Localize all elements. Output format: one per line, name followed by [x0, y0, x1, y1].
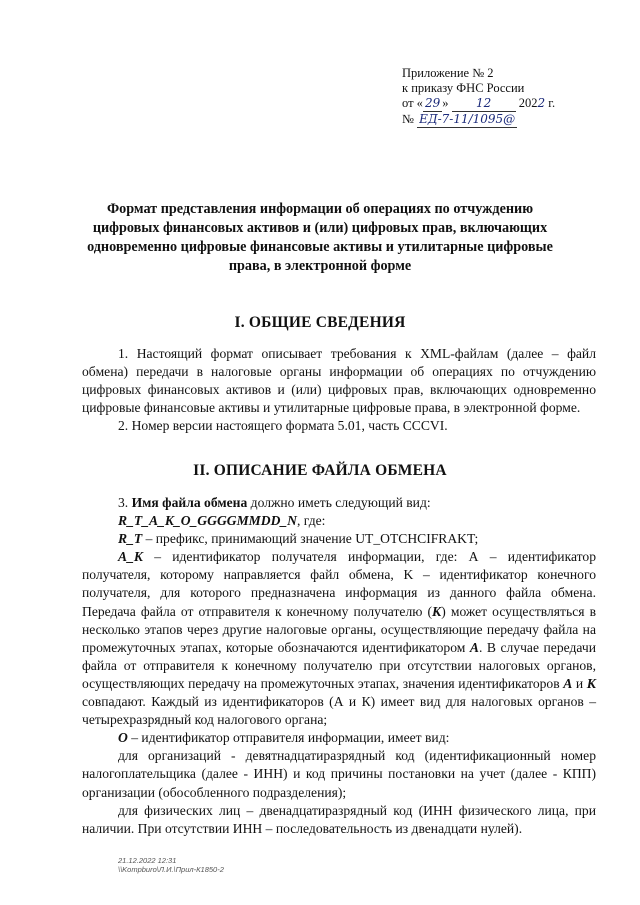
file-footer — [118, 856, 224, 874]
paragraph-3: 3. Имя файла обмена должно иметь следующий вид: — [118, 495, 431, 510]
handwritten-year-digit: 2 — [537, 96, 546, 110]
definition-ak: A_K – идентификатор получателя информации, где: А – идентификатор получателя, которому направляется файл обмена, K – идентификатор конечного получателя, для которого предназначена информация из данного файла обмена. Передача файла от отправителя к конечному получателю (К) может осуществляться в несколько этапов через другие налоговые органы, осуществляющие передачу файла на промежуточных этапах, которые обозначаются идентификатором А. В случае передачи файла от отправителя к конечному получателю при отсутствии налоговых органов, осуществляющих передачу на промежуточных этапах, значения идентификаторов А и К совпадают. Каждый из идентификаторов (А и К) имеет вид для налоговых органов – четырехразрядный код налогового органа; — [82, 549, 596, 728]
definition-organizations: для организаций - девятнадцатиразрядный код (идентификационный номер налогоплательщика (далее - ИНН) и код причины постановки на учет (далее - КПП) организации (обособленного подразделения); — [82, 748, 596, 800]
paragraph-2: 2. Номер версии настоящего формата 5.01, часть CCCVI. — [118, 418, 448, 434]
attachment-title: Приложение № 2 — [402, 66, 494, 80]
section-1-body — [82, 345, 596, 435]
file-name-pattern: R_T_A_K_O_GGGGMMDD_N, где: — [118, 513, 326, 529]
handwritten-day: 29 — [424, 96, 441, 110]
section-2-body — [82, 494, 596, 838]
section-2-heading: II. ОПИСАНИЕ ФАЙЛА ОБМЕНА — [193, 462, 447, 479]
section-1-heading: I. ОБЩИЕ СВЕДЕНИЯ — [234, 314, 406, 331]
attachment-order: к приказу ФНС России — [402, 81, 525, 95]
attachment-date: от « 29 » 12 2022 г. — [402, 96, 556, 110]
paragraph-1: 1. Настоящий формат описывает требования к XML-файлам (далее – файл обмена) передачи в налоговые органы информации об операциях по отчуждению цифровых финансовых активов и (или) цифровых прав, включающих одновременно цифровые финансовые активы и утилитарные цифровые права, в электронной форме. — [82, 346, 596, 416]
definition-o: О – идентификатор отправителя информации, имеет вид: — [118, 730, 450, 746]
definition-individuals: для физических лиц – двенадцатиразрядный код (ИНН физического лица, при наличии. При отсутствии ИНН – последовательность из двенадцати нулей). — [82, 802, 596, 836]
attachment-block — [402, 66, 602, 128]
footer-timestamp: 21.12.2022 12:31 — [118, 856, 177, 865]
attachment-number: № ЕД-7-11/1095@ — [402, 112, 516, 126]
footer-path: \\Kompburo\Л.И.\Прил-К1850-2 — [118, 865, 224, 874]
definition-rt: R_T – префикс, принимающий значение UT_OTCHCIFRAKT; — [118, 531, 479, 547]
handwritten-order-number: ЕД-7-11/1095@ — [419, 112, 516, 126]
handwritten-month: 12 — [452, 96, 516, 112]
document-title: Формат представления информации об операциях по отчуждению цифровых финансовых активов и (или) цифровых прав, включающих одновременно цифровые финансовые активы и утилитарные цифровые права, в электронной форме — [87, 201, 553, 274]
